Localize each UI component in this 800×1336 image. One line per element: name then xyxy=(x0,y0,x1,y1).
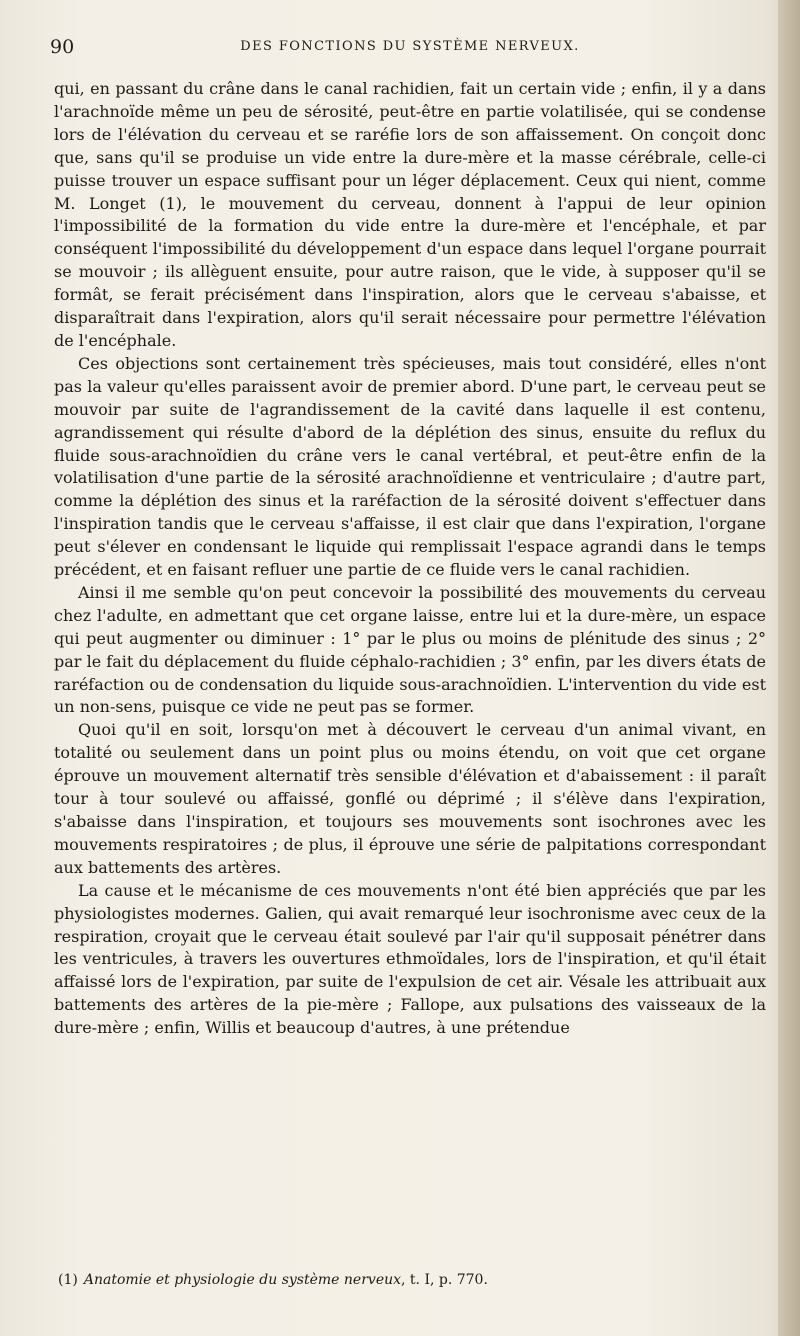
paragraph-1: qui, en passant du crâne dans le canal rachidien, fait un certain vide ; enfin, il y a dans l'arachnoïde même un peu de sérosité, peut-être en partie volatilisée, qui se condense lors de l'élévation du cerveau et se raréfie lors de son affaissement. On conçoit donc que, sans qu'il se produise un vide entre la dure-mère et la masse cérébrale, celle-ci puisse trouver un espace suffisant pour un léger déplacement. Ceux qui nient, comme M. Longet (1), le mouvement du cerveau, donnent à l'appui de leur opinion l'impossibilité de la formation du vide entre la dure-mère et l'encéphale, et par conséquent l'impossibilité du développement d'un espace dans lequel l'organe pourrait se mouvoir ; ils allèguent ensuite, pour autre raison, que le vide, à supposer qu'il se formât, se ferait précisément dans l'inspiration, alors que le cerveau s'abaisse, et disparaîtrait dans l'expiration, alors qu'il serait nécessaire pour permettre l'élévation de l'encéphale. xyxy=(54,79,766,350)
footnote-citation: , t. I, p. 770. xyxy=(401,1272,488,1288)
paragraph-4: Quoi qu'il en soit, lorsqu'on met à découvert le cerveau d'un animal vivant, en totalité ou seulement dans un point plus ou moins étendu, on voit que cet organe éprouve un mouvement alternatif très sensible d'élévation et d'abaissement : il paraît tour à tour soulevé ou affaissé, gonflé ou déprimé ; il s'élève dans l'expiration, s'abaisse dans l'inspiration, et toujours ses mouvements sont isochrones avec les mouvements respiratoires ; de plus, il éprouve une série de palpitations correspondant aux battements des artères. xyxy=(54,720,766,877)
footnote-title: Anatomie et physiologie du système nerveux xyxy=(83,1272,402,1288)
footnote-ref: (1) xyxy=(58,1272,78,1288)
page-header xyxy=(50,36,770,58)
page-number: 90 xyxy=(50,36,75,58)
page-binding-edge xyxy=(778,0,800,1336)
paragraph-3: Ainsi il me semble qu'on peut concevoir la possibilité des mouvements du cerveau chez l'adulte, en admettant que cet organe laisse, entre lui et la dure-mère, un espace qui peut augmenter ou diminuer : 1° par le plus ou moins de plénitude des sinus ; 2° par le fait du déplacement du fluide céphalo-rachidien ; 3° enfin, par les divers états de raréfaction ou de condensation du liquide sous-arachnoïdien. L'intervention du vide est un non-sens, puisque ce vide ne peut pas se former. xyxy=(54,582,766,717)
paragraph-2: Ces objections sont certainement très spécieuses, mais tout considéré, elles n'ont pas la valeur qu'elles paraissent avoir de premier abord. D'une part, le cerveau peut se mouvoir par suite de l'agrandissement de la cavité dans laquelle il est contenu, agrandissement qui résulte d'abord de la déplétion des sinus, ensuite du reflux du fluide sous-arachnoïdien du crâne vers le canal vertébral, et peut-être enfin de la volatilisation d'une partie de la sérosité arachnoïdienne et ventriculaire ; d'autre part, comme la déplétion des sinus et la raréfaction de la sérosité doivent s'effectuer dans l'inspiration tandis que le cerveau s'affaisse, il est clair que dans l'expiration, l'organe peut s'élever en condensant le liquide qui remplissait l'espace agrandi dans le temps précédent, et en faisant refluer une partie de ce fluide vers le canal rachidien. xyxy=(54,353,766,580)
running-head: DES FONCTIONS DU SYSTÈME NERVEUX. xyxy=(240,39,580,54)
paragraph-5: La cause et le mécanisme de ces mouvements n'ont été bien appréciés que par les physiologistes modernes. Galien, qui avait remarqué leur isochronisme avec ceux de la respiration, croyait que le cerveau était soulevé par l'air qu'il supposait pénétrer dans les ventricules, à travers les ouvertures ethmoïdales, lors de l'inspiration, et qu'il était affaissé lors de l'expiration, par suite de l'expulsion de cet air. Vésale les attribuait aux battements des artères de la pie-mère ; Fallope, aux pulsations des vaisseaux de la dure-mère ; enfin, Willis et beaucoup d'autres, à une prétendue xyxy=(54,880,766,1038)
body-text xyxy=(54,78,766,1040)
footnote xyxy=(58,1271,766,1290)
